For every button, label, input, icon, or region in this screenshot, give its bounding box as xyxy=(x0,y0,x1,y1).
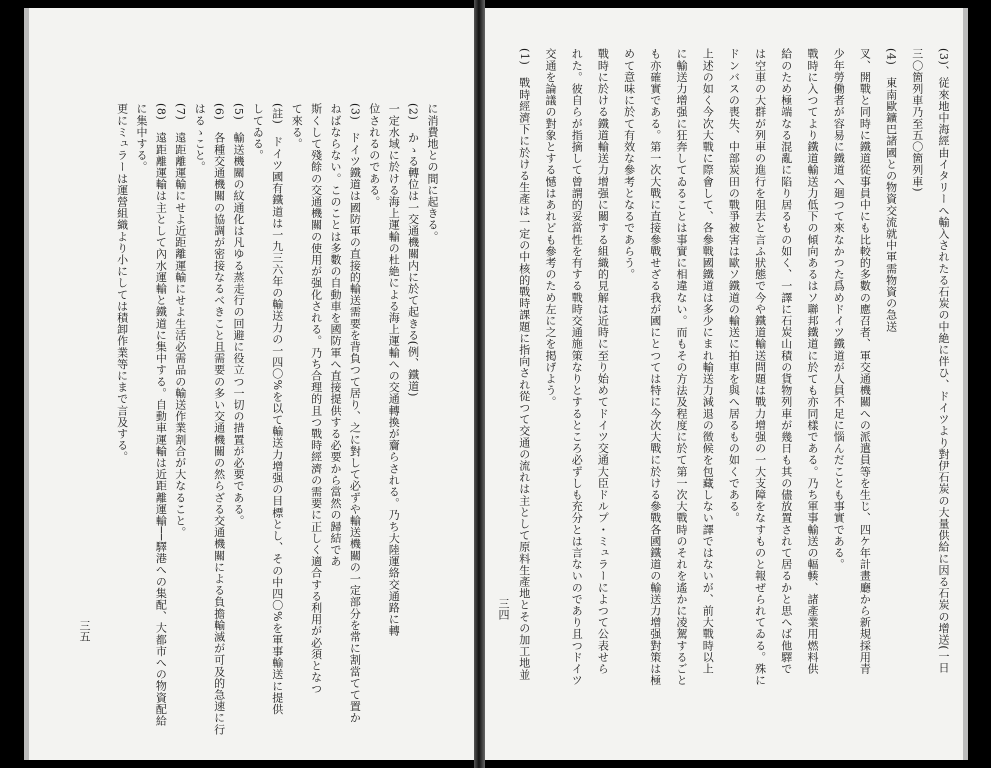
text-line: 三〇箇列車乃至五〇箇列車) xyxy=(910,48,924,193)
text-line: はるゝこと。 xyxy=(193,103,207,173)
text-line: 斯くして殘餘の交通機關の使用が强化される。乃ち合理的且つ戰時經濟の需要に正しく適合する利用が必須となつ xyxy=(309,103,323,695)
text-line: (8) 遠距離運輸は主として內水運輸と鐵道に集中する。自動車運輸は近距離運輸──驛港への集配、大都市への物資配給 xyxy=(154,103,168,727)
text-line: 更にミュラーは運營組織より小にしては積卸作業等にまで言及する。 xyxy=(115,103,129,463)
text-line: は空車の大群が列車の進行を阻去と言ふ狀態で今や鐵道輸送問題は戰力增强の一大支障をなすものと報ぜられてゐる。殊に xyxy=(753,48,767,686)
text-line: (3) ドイツ鐵道は國防軍の直接的輸送需要を背負つて居り、之に對して必ずや輸送機關の一定部分を常に割當てて置か xyxy=(348,103,362,724)
text-line: 位されるのである。 xyxy=(367,103,381,208)
text-line: (4) 東南歐鑛巴諸國との物資交流就中軍需物資の急送 xyxy=(884,48,898,333)
text-line: ねばならない。このことは多數の自動車を國防軍へ直接提供する必要から當然の歸結であ xyxy=(329,103,342,567)
text-line: に消費地との間に起きる。 xyxy=(426,103,439,243)
text-line: (6) 各種交通機關の協調が密接なるべきこと且需要の多い交通機關の然らざる交通機關による負擔輸滅が可及的急速に行 xyxy=(212,103,226,736)
text-line: 戰時に入つてより鐵道輸送力低下の傾向あるはソ聯邦鐵道に於ても亦同樣である。乃ち軍事輸送の輻輳、諸產業用燃料供 xyxy=(806,48,819,675)
text-line: に集中する。 xyxy=(135,103,148,173)
right-page xyxy=(485,8,968,760)
text-line: 戰時に於ける鐵道輸送力增强に關する組織的見解は近時に至り始めてドイツ交通大臣ドルプ・ミュラーによつて公表せら xyxy=(596,48,610,675)
text-line: 上述の如く今次大戰に際會して、各參戰國鐵道は多少にまれ輸送力減退の徵候を包藏しない譯ではないが、前大戰時以上 xyxy=(701,48,715,675)
left-page-number: 三五 xyxy=(78,620,91,642)
text-line: めて意味に於て有效な參考となるであらう。 xyxy=(622,48,636,280)
text-line: 一定水域に於ける海上運輸の杜絶による海上運輸への交通轉換が齎らされる。乃ち大陸運絡交通路に轉 xyxy=(387,103,401,637)
text-line: に輸送力增强に狂奔してゐることは事實に相違ない。而もその方法及程度に於て第一次大戰時のそれを遙かに凌駕するごと xyxy=(675,48,688,686)
text-line: れた。彼自らが指摘して曾謂的妥當性を有する戰時交通施策なりとするところ必ずしも充分とは言ないのであり且つドイツ xyxy=(570,48,584,686)
text-line: (3)、従來地中海經由イタリーへ輸入されたる石炭の中絶に伴ひ、ドイツより對伊石炭の大量供給に因る石炭の增送(一日 xyxy=(937,48,950,674)
text-line: も亦確實である。第一次大戰に直接參戰せざる我が國にとつては特に今次大戰に於ける參戰各國鐵道の輸送力增强對策は極 xyxy=(648,48,662,686)
text-line: (註) ドイツ國有鐵道は一九三六年の輸送力の一四〇%を以て輸送力增强の目標とし、その中四〇%を軍事輸送に提供 xyxy=(270,103,284,715)
text-line: (2) かゝる轉位は一交通機關内に於て起きる(例、鐵道) xyxy=(406,103,420,397)
text-line: 給のため極端なる混亂に陷り居るもの如く、一譯に石炭山積の貨物列車が幾日も其の儘放置されて居るかと思へば他驛で xyxy=(779,48,793,675)
text-line: て來る。 xyxy=(290,103,304,150)
text-line: ドンバスの喪失、中部炭田の戰爭被害は歐ソ鐵道の輸送に拍車を與へ居るもの如くである。 xyxy=(727,48,741,524)
text-line: 叉、開戰と同時に鐵道從事員中にも比較的多數の應召者、軍交通機關への派遣員等を生じ、四ケ年計畫廳から新規採用青 xyxy=(858,48,872,675)
left-page xyxy=(24,8,474,760)
right-page-edge xyxy=(963,8,968,760)
book-gutter xyxy=(474,0,485,768)
text-line: (7) 遠距離運輸にせよ近距離運輸にせよ生活必需品の輸送作業割合が大なること。 xyxy=(173,103,187,538)
text-line: 交通を論議の對象とする憾はあれども參考のため左に之を掲げよう。 xyxy=(544,48,557,408)
left-page-edge xyxy=(24,8,29,760)
text-line: 少年勞働者が容易に鐵道へ廻つて來なかつた爲めドイツ鐵道が人員不足に惱んだことも事實である。 xyxy=(832,48,846,570)
text-line: (5) 輸送機關の紋通化は凡ゆる蒸走行の回避に役立つ一切の措置が必要である。 xyxy=(232,103,245,527)
text-line: (1) 戰時經濟下に於ける生產は一定の中核的戰時課題に指向され從つて交通の流れは主として原料生產地とその加工地並 xyxy=(517,48,531,681)
right-page-number: 三四 xyxy=(497,598,510,620)
text-line: してゐる。 xyxy=(251,103,265,161)
